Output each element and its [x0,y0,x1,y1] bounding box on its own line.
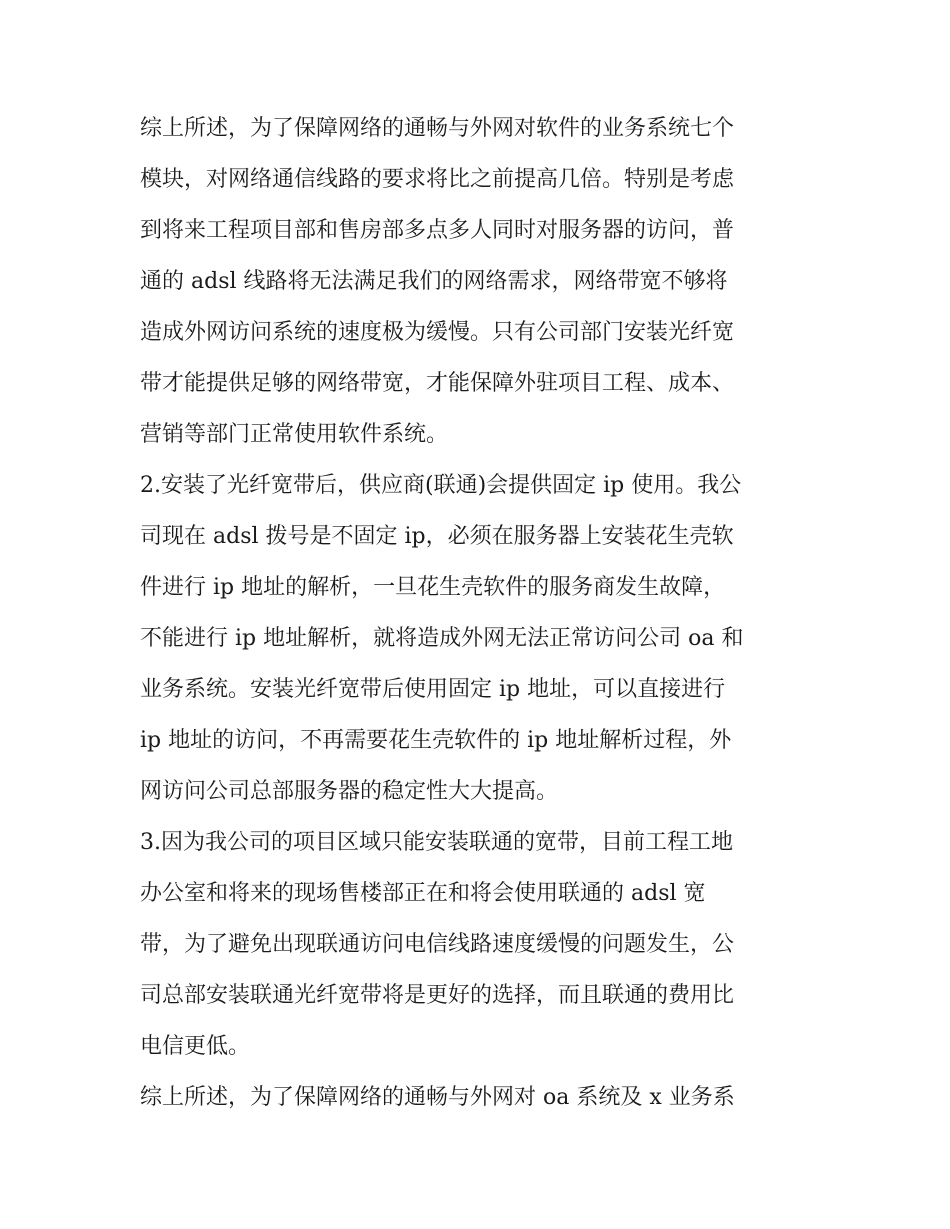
text-line-3: 到将来工程项目部和售房部多点多人同时对服务器的访问，普 [140,218,735,243]
text-line-19: 电信更低。 [140,1034,251,1059]
text-line-17: 带，为了避免出现联通访问电信线路速度缓慢的问题发生，公 [140,932,735,957]
text-line-2: 模块，对网络通信线路的要求将比之前提高几倍。特别是考虑 [140,167,735,192]
text-line-12: 业务系统。安装光纤宽带后使用固定 ip 地址，可以直接进行 [140,677,726,702]
text-line-16: 办公室和将来的现场售楼部正在和将会使用联通的 adsl 宽 [140,881,706,906]
text-line-6: 带才能提供足够的网络带宽，才能保障外驻项目工程、成本、 [140,371,735,396]
text-line-9: 司现在 adsl 拨号是不固定 ip，必须在服务器上安装花生壳软 [140,524,734,549]
text-line-7: 营销等部门正常使用软件系统。 [140,422,449,447]
text-line-5: 造成外网访问系统的速度极为缓慢。只有公司部门安装光纤宽 [140,320,735,345]
text-line-1: 综上所述，为了保障网络的通畅与外网对软件的业务系统七个 [140,116,735,141]
text-line-8: 2.安装了光纤宽带后，供应商(联通)会提供固定 ip 使用。我公 [140,473,742,498]
text-line-18: 司总部安装联通光纤宽带将是更好的选择，而且联通的费用比 [140,983,735,1008]
text-line-14: 网访问公司总部服务器的稳定性大大提高。 [140,779,559,804]
text-line-4: 通的 adsl 线路将无法满足我们的网络需求，网络带宽不够将 [140,269,728,294]
text-line-20: 综上所述，为了保障网络的通畅与外网对 oa 系统及 x 业务系 [140,1085,735,1110]
text-line-15: 3.因为我公司的项目区域只能安装联通的宽带，目前工程工地 [140,830,733,855]
text-line-11: 不能进行 ip 地址解析，就将造成外网无法正常访问公司 oa 和 [140,626,744,651]
text-line-10: 件进行 ip 地址的解析，一旦花生壳软件的服务商发生故障， [140,575,726,600]
text-line-13: ip 地址的访问，不再需要花生壳软件的 ip 地址解析过程，外 [140,728,732,753]
